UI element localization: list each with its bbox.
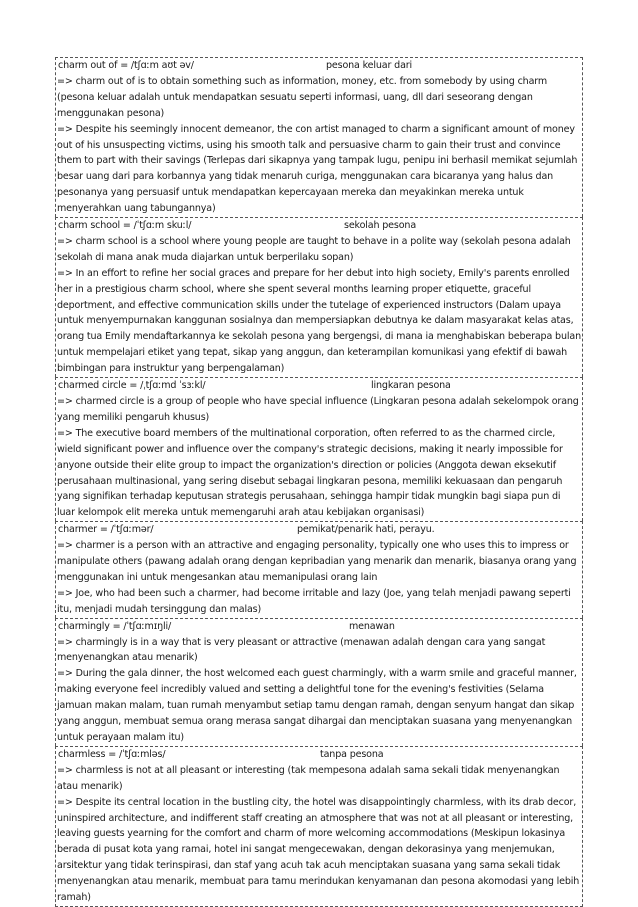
entry-translation: sekolah pesona [344, 220, 417, 232]
entry-definition: => charmless is not at all pleasant or interesting (tak mempesona adalah sama sekali tidak menyenangkan atau menarik) [57, 764, 560, 792]
entry-heading [57, 58, 581, 74]
entry-translation: menawan [349, 620, 395, 632]
entry-example: => Despite its central location in the bustling city, the hotel was disappointingly charmless, with its drab decor, uninspired architecture, and indifferent staff creating an atmosphere that was not at all pleasant or interesting, leaving guests yearning for the comfort and charm of more welcoming accommodations (Meskipun lokasinya berada di pusat kota yang ramai, hotel ini sangat mengecewakan, dengan dekorasinya yang menjemukan, arsitektur yang tidak terinspirasi, dan staf yang acuh tak acuh menciptakan suasana yang sama sekali tidak menyenangkan atau menarik, membuat para tamu merindukan kenyamanan dan pesona akomodasi yang lebih ramah) [57, 796, 580, 904]
entry-example: => During the gala dinner, the host welcomed each guest charmingly, with a warm smile and graceful manner, making everyone feel incredibly valued and setting a delightful tone for the evening's festivities (Selama jamuan makan malam, tuan rumah menyambut setiap tamu dengan ramah, dengan senyum hangat dan sikap yang anggun, membuat semua orang merasa sangat dihargai dan menciptakan suasana yang menyenangkan untuk perayaan malam itu) [57, 668, 577, 743]
entry-heading [57, 378, 581, 394]
entry-example: => Despite his seemingly innocent demeanor, the con artist managed to charm a significant amount of money out of his unsuspecting victims, using his smooth talk and persuasive charm to gain their trust and convince them to part with their savings (Terlepas dari sikapnya yang tampak lugu, penipu ini berhasil memikat sejumlah besar uang dari para korbannya yang tidak menaruh curiga, menggunakan cara bicaranya yang halus dan pesonanya yang persuasif untuk mendapatkan kepercayaan mereka dan meyakinkan mereka untuk menyerahkan uang tabungannya) [57, 123, 578, 215]
entry-heading [57, 522, 581, 538]
entry-charmless [55, 746, 583, 907]
entry-example: => Joe, who had been such a charmer, had become irritable and lazy (Joe, yang telah menjadi pawang seperti itu, menjadi mudah tersinggung dan malas) [57, 587, 571, 615]
entry-translation: pesona keluar dari [326, 60, 413, 71]
entry-term: charmed circle = /ˌtʃɑːmd ˈsɜːkl/ [58, 380, 206, 392]
entry-term: charm school = /ˈtʃɑːm skuːl/ [58, 220, 192, 232]
vocabulary-document [55, 57, 583, 907]
entry-definition: => charm school is a school where young people are taught to behave in a polite way (sekolah pesona adalah sekolah di mana anak muda diajarkan untuk berperilaku sopan) [57, 235, 571, 263]
entry-translation: pemikat/penarik hati, perayu. [297, 524, 435, 536]
entry-term: charmless = /ˈtʃɑːmləs/ [58, 748, 166, 760]
entry-charm-school [55, 217, 583, 377]
entry-example: => In an effort to refine her social graces and prepare for her debut into high society, Emily's parents enrolled her in a prestigious charm school, where she spent several months learning proper etiquette, graceful deportment, and effective communication skills under the tutelage of experienced instructors (Dalam upaya untuk menyempurnakan kanggunan sosialnya dan mempersiapkan debutnya ke dalam masyarakat kelas atas, orang tua Emily mendaftarkannya ke sekolah pesona yang bergengsi, di mana ia menghabiskan beberapa bulan untuk mempelajari etiket yang tepat, sikap yang anggun, dan keterampilan komunikasi yang efektif di bawah bimbingan para instruktur yang berpengalaman) [57, 267, 581, 375]
entry-heading [57, 747, 581, 763]
entry-example: => The executive board members of the multinational corporation, often referred to as the charmed circle, wield significant power and influence over the company's strategic decisions, making it nearly impossible for anyone outside their elite group to impact the organization's direction or policies (Anggota dewan eksekutif perusahaan multinasional, yang sering disebut sebagai lingkaran pesona, memiliki kekuasaan dan pengaruh yang signifikan terhadap keputusan strategis perusahaan, sehingga hampir tidak mungkin bagi siapa pun di luar kelompok elit mereka untuk memengaruhi arah atau kebijakan organisasi) [57, 427, 563, 519]
entry-charmer [55, 521, 583, 617]
entry-definition: => charmingly is in a way that is very pleasant or attractive (menawan adalah dengan cara yang sangat menyenangkan atau menarik) [57, 636, 546, 664]
entry-charmingly [55, 618, 583, 746]
entry-term: charmer = /ˈtʃɑːmər/ [58, 524, 154, 536]
entry-heading [57, 218, 581, 234]
entry-definition: => charm out of is to obtain something such as information, money, etc. from somebody by using charm (pesona keluar adalah untuk mendapatkan sesuatu seperti informasi, uang, dll dari seseorang dengan menggunakan pesona) [57, 75, 548, 119]
entry-definition: => charmer is a person with an attractive and engaging personality, typically one who uses this to impress or manipulate others (pawang adalah orang dengan kepribadian yang menarik dan menarik, biasanya orang yang menggunakan ini untuk mengesankan atau memanipulasi orang lain [57, 540, 577, 583]
entry-translation: tanpa pesona [320, 748, 384, 760]
entry-translation: lingkaran pesona [371, 380, 451, 392]
entry-definition: => charmed circle is a group of people who have special influence (Lingkaran pesona adalah sekelompok orang yang memiliki pengaruh khusus) [57, 395, 579, 423]
entry-heading [57, 619, 581, 635]
entry-term: charm out of = /tʃɑːm aʊt əv/ [58, 60, 194, 71]
entry-charm-out-of [55, 57, 583, 217]
entry-term: charmingly = /ˈtʃɑːmɪŋli/ [58, 620, 172, 632]
entry-charmed-circle [55, 377, 583, 521]
